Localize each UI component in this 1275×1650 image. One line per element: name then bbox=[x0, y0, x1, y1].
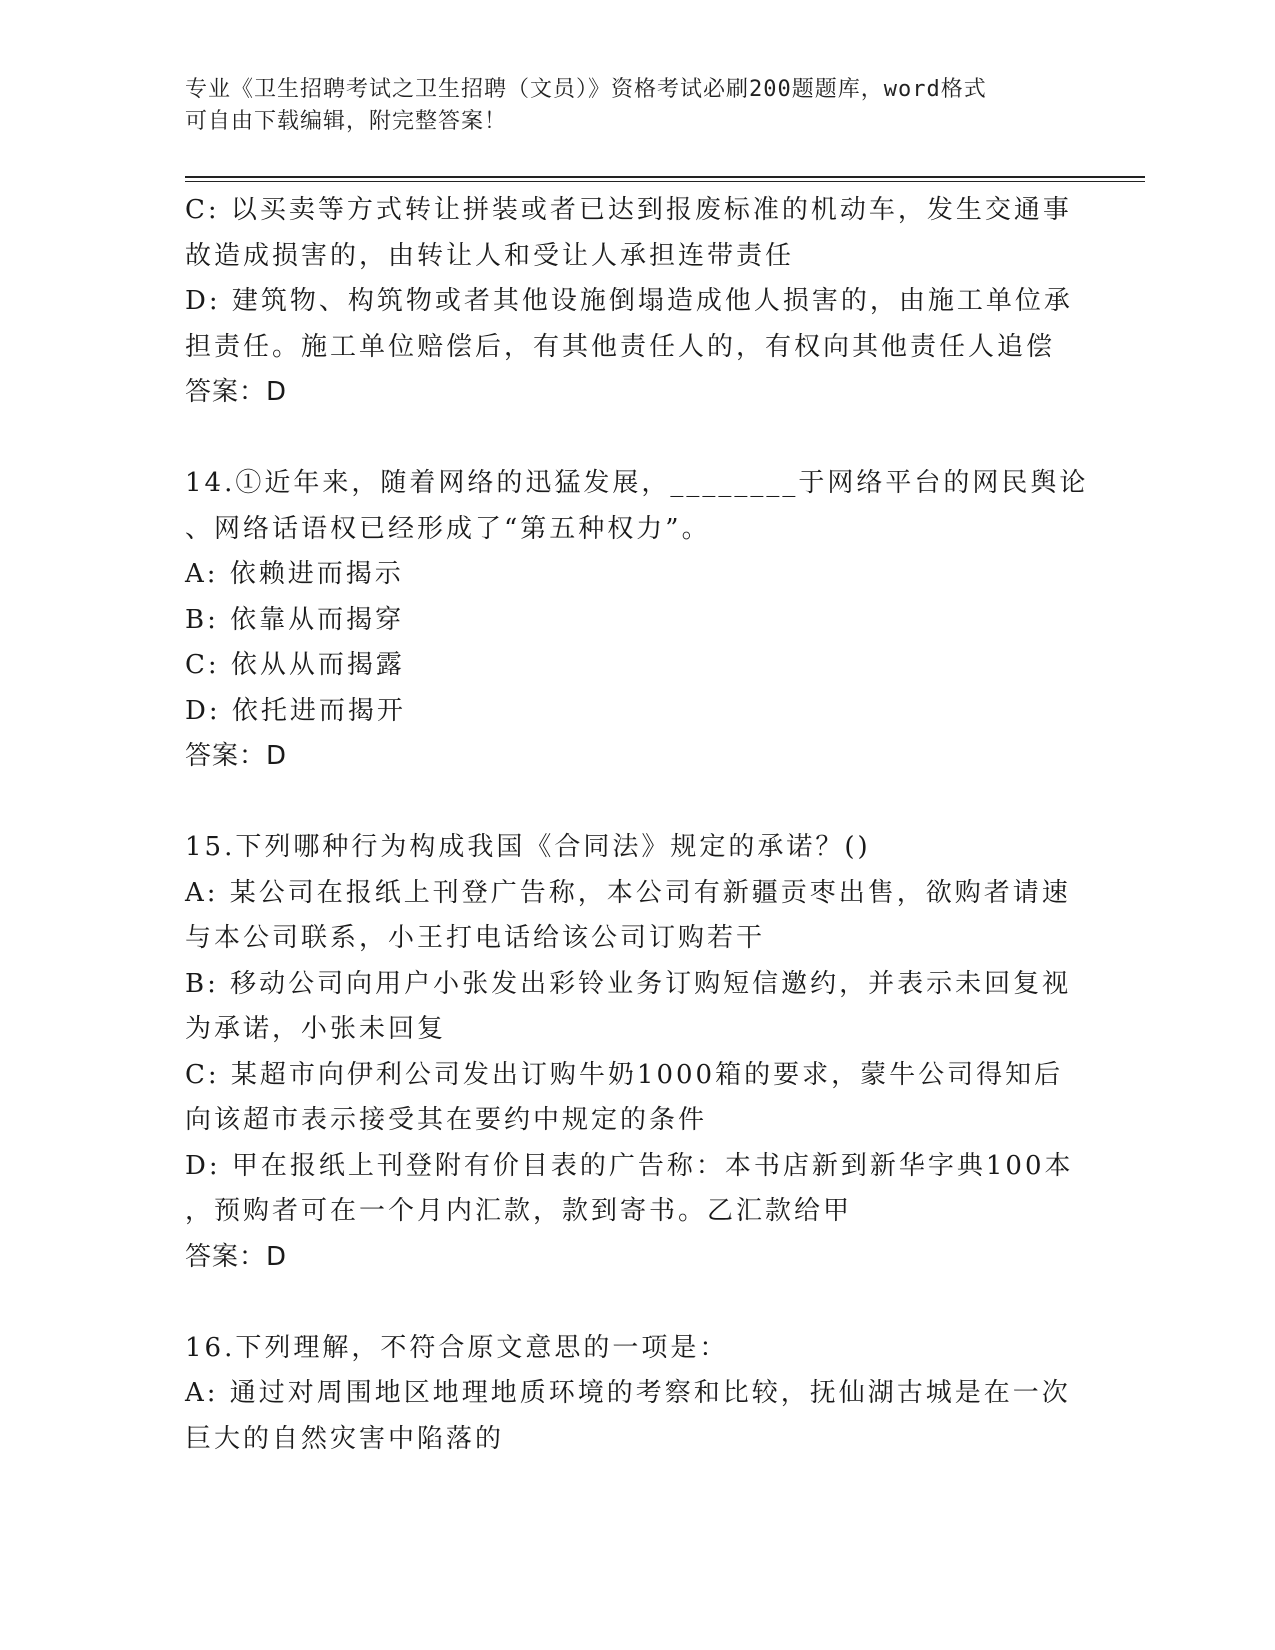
option-d-cont: ，预购者可在一个月内汇款，款到寄书。乙汇款给甲 bbox=[185, 1196, 853, 1226]
option-a: A: 通过对周围地区地理地质环境的考察和比较，抚仙湖古城是在一次 bbox=[185, 1378, 1071, 1408]
option-d: D: 依托进而揭开 bbox=[185, 695, 406, 726]
question-stem: 16.下列理解，不符合原文意思的一项是： bbox=[185, 1332, 729, 1363]
option-a: A: 依赖进而揭示 bbox=[185, 559, 404, 589]
option-b: B: 依靠从而揭穿 bbox=[185, 604, 405, 635]
option-d-cont: 担责任。施工单位赔偿后，有其他责任人的，有权向其他责任人追偿 bbox=[185, 331, 1056, 362]
question-content bbox=[185, 188, 1089, 1462]
question-stem-cont: 、网络话语权已经形成了“第五种权力”。 bbox=[185, 513, 711, 544]
option-a-cont: 与本公司联系，小王打电话给该公司订购若干 bbox=[185, 923, 766, 953]
document-header bbox=[185, 74, 1065, 138]
option-c-cont: 故造成损害的，由转让人和受让人承担连带责任 bbox=[185, 240, 795, 271]
header-divider bbox=[185, 176, 1145, 182]
option-b-cont: 为承诺，小张未回复 bbox=[185, 1014, 447, 1044]
answer: 答案：D bbox=[185, 1241, 288, 1272]
option-a-cont: 巨大的自然灾害中陷落的 bbox=[185, 1423, 505, 1454]
option-c: C: 以买卖等方式转让拼装或者已达到报废标准的机动车，发生交通事 bbox=[185, 195, 1072, 225]
question-stem: 15.下列哪种行为构成我国《合同法》规定的承诺？() bbox=[185, 832, 871, 862]
option-a: A: 某公司在报纸上刊登广告称，本公司有新疆贡枣出售，欲购者请速 bbox=[185, 877, 1071, 908]
option-c: C: 依从从而揭露 bbox=[185, 650, 405, 680]
question-15 bbox=[185, 825, 1074, 1280]
option-c: C: 某超市向伊利公司发出订购牛奶1000箱的要求，蒙牛公司得知后 bbox=[185, 1059, 1064, 1090]
option-d: D: 建筑物、构筑物或者其他设施倒塌造成他人损害的，由施工单位承 bbox=[185, 286, 1073, 316]
question-13-tail bbox=[185, 188, 1073, 416]
header-line-2: 可自由下载编辑，附完整答案！ bbox=[185, 109, 508, 134]
option-c-cont: 向该超市表示接受其在要约中规定的条件 bbox=[185, 1105, 708, 1135]
question-14 bbox=[185, 461, 1089, 780]
answer: 答案：D bbox=[185, 377, 288, 407]
option-b: B: 移动公司向用户小张发出彩铃业务订购短信邀约，并表示未回复视 bbox=[185, 968, 1072, 999]
header-line-1: 专业《卫生招聘考试之卫生招聘（文员）》资格考试必刷200题题库，word格式 bbox=[185, 77, 987, 102]
answer: 答案：D bbox=[185, 741, 288, 771]
option-d: D: 甲在报纸上刊登附有价目表的广告称：本书店新到新华字典100本 bbox=[185, 1150, 1074, 1181]
question-stem: 14.①近年来，随着网络的迅猛发展，________于网络平台的网民舆论 bbox=[185, 468, 1089, 498]
question-16 bbox=[185, 1326, 1071, 1463]
